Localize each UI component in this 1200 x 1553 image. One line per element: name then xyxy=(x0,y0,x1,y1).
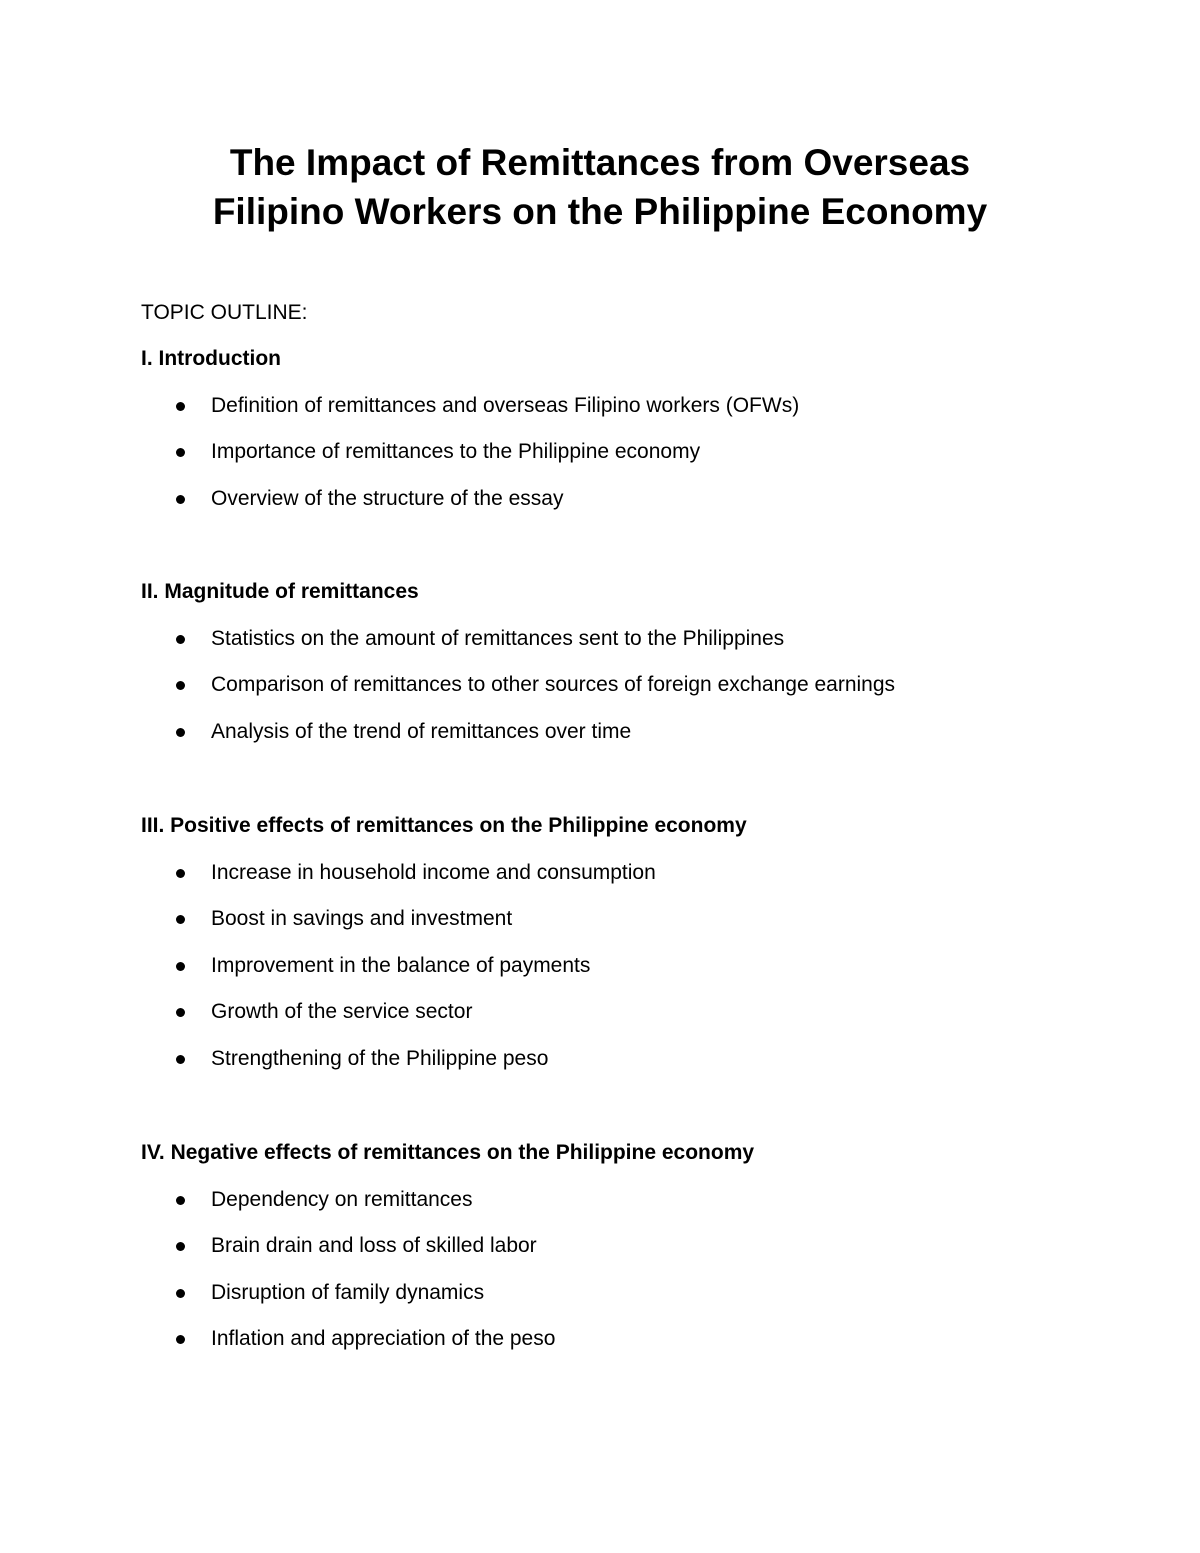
bullet-icon xyxy=(176,635,185,644)
topic-outline-label: TOPIC OUTLINE: xyxy=(141,301,308,324)
list-item xyxy=(141,671,1141,718)
section-negative-effects xyxy=(141,1139,1141,1372)
list-item-text: Overview of the structure of the essay xyxy=(211,486,564,510)
document-title xyxy=(0,138,1200,236)
list-item xyxy=(141,392,1141,439)
bullet-icon xyxy=(176,1055,185,1064)
bullet-icon xyxy=(176,962,185,971)
bullet-list xyxy=(141,625,1141,765)
bullet-list xyxy=(141,1186,1141,1372)
list-item-text: Dependency on remittances xyxy=(211,1187,473,1211)
list-item xyxy=(141,952,1141,999)
bullet-icon xyxy=(176,1196,185,1205)
bullet-icon xyxy=(176,495,185,504)
list-item xyxy=(141,859,1141,906)
list-item-text: Strengthening of the Philippine peso xyxy=(211,1046,549,1070)
bullet-icon xyxy=(176,1008,185,1017)
list-item xyxy=(141,905,1141,952)
list-item-text: Definition of remittances and overseas Filipino workers (OFWs) xyxy=(211,393,800,417)
list-item-text: Inflation and appreciation of the peso xyxy=(211,1327,556,1350)
title-line-1: The Impact of Remittances from Overseas xyxy=(229,142,971,183)
bullet-icon xyxy=(176,1242,185,1251)
section-magnitude xyxy=(141,578,1141,764)
bullet-icon xyxy=(176,915,185,924)
list-item-text: Growth of the service sector xyxy=(211,1000,473,1023)
bullet-icon xyxy=(176,448,185,457)
list-item xyxy=(141,718,1141,765)
section-heading: IV. Negative effects of remittances on the Philippine economy xyxy=(141,1141,755,1164)
section-heading: III. Positive effects of remittances on the Philippine economy xyxy=(141,814,747,837)
list-item xyxy=(141,485,1141,532)
section-heading: II. Magnitude of remittances xyxy=(141,580,419,603)
list-item xyxy=(141,1325,1141,1372)
list-item-text: Statistics on the amount of remittances sent to the Philippines xyxy=(211,626,785,650)
list-item-text: Brain drain and loss of skilled labor xyxy=(211,1234,537,1257)
list-item xyxy=(141,625,1141,672)
bullet-icon xyxy=(176,1289,185,1298)
list-item-text: Boost in savings and investment xyxy=(211,907,513,930)
list-item xyxy=(141,998,1141,1045)
bullet-icon xyxy=(176,728,185,737)
section-introduction xyxy=(141,345,1141,531)
bullet-icon xyxy=(176,681,185,690)
bullet-icon xyxy=(176,402,185,411)
bullet-list xyxy=(141,859,1141,1092)
list-item xyxy=(141,1045,1141,1092)
list-item xyxy=(141,1186,1141,1233)
list-item xyxy=(141,1232,1141,1279)
list-item-text: Importance of remittances to the Philippine economy xyxy=(211,440,701,463)
bullet-list xyxy=(141,392,1141,532)
section-positive-effects xyxy=(141,812,1141,1091)
list-item-text: Increase in household income and consumption xyxy=(211,860,656,884)
list-item-text: Comparison of remittances to other sources of foreign exchange earnings xyxy=(211,673,896,696)
title-line-2: Filipino Workers on the Philippine Economy xyxy=(212,191,988,232)
list-item xyxy=(141,438,1141,485)
list-item-text: Analysis of the trend of remittances over time xyxy=(211,719,632,743)
section-heading: I. Introduction xyxy=(141,347,281,370)
list-item-text: Improvement in the balance of payments xyxy=(211,953,591,977)
bullet-icon xyxy=(176,869,185,878)
list-item-text: Disruption of family dynamics xyxy=(211,1280,485,1304)
list-item xyxy=(141,1279,1141,1326)
bullet-icon xyxy=(176,1335,185,1344)
